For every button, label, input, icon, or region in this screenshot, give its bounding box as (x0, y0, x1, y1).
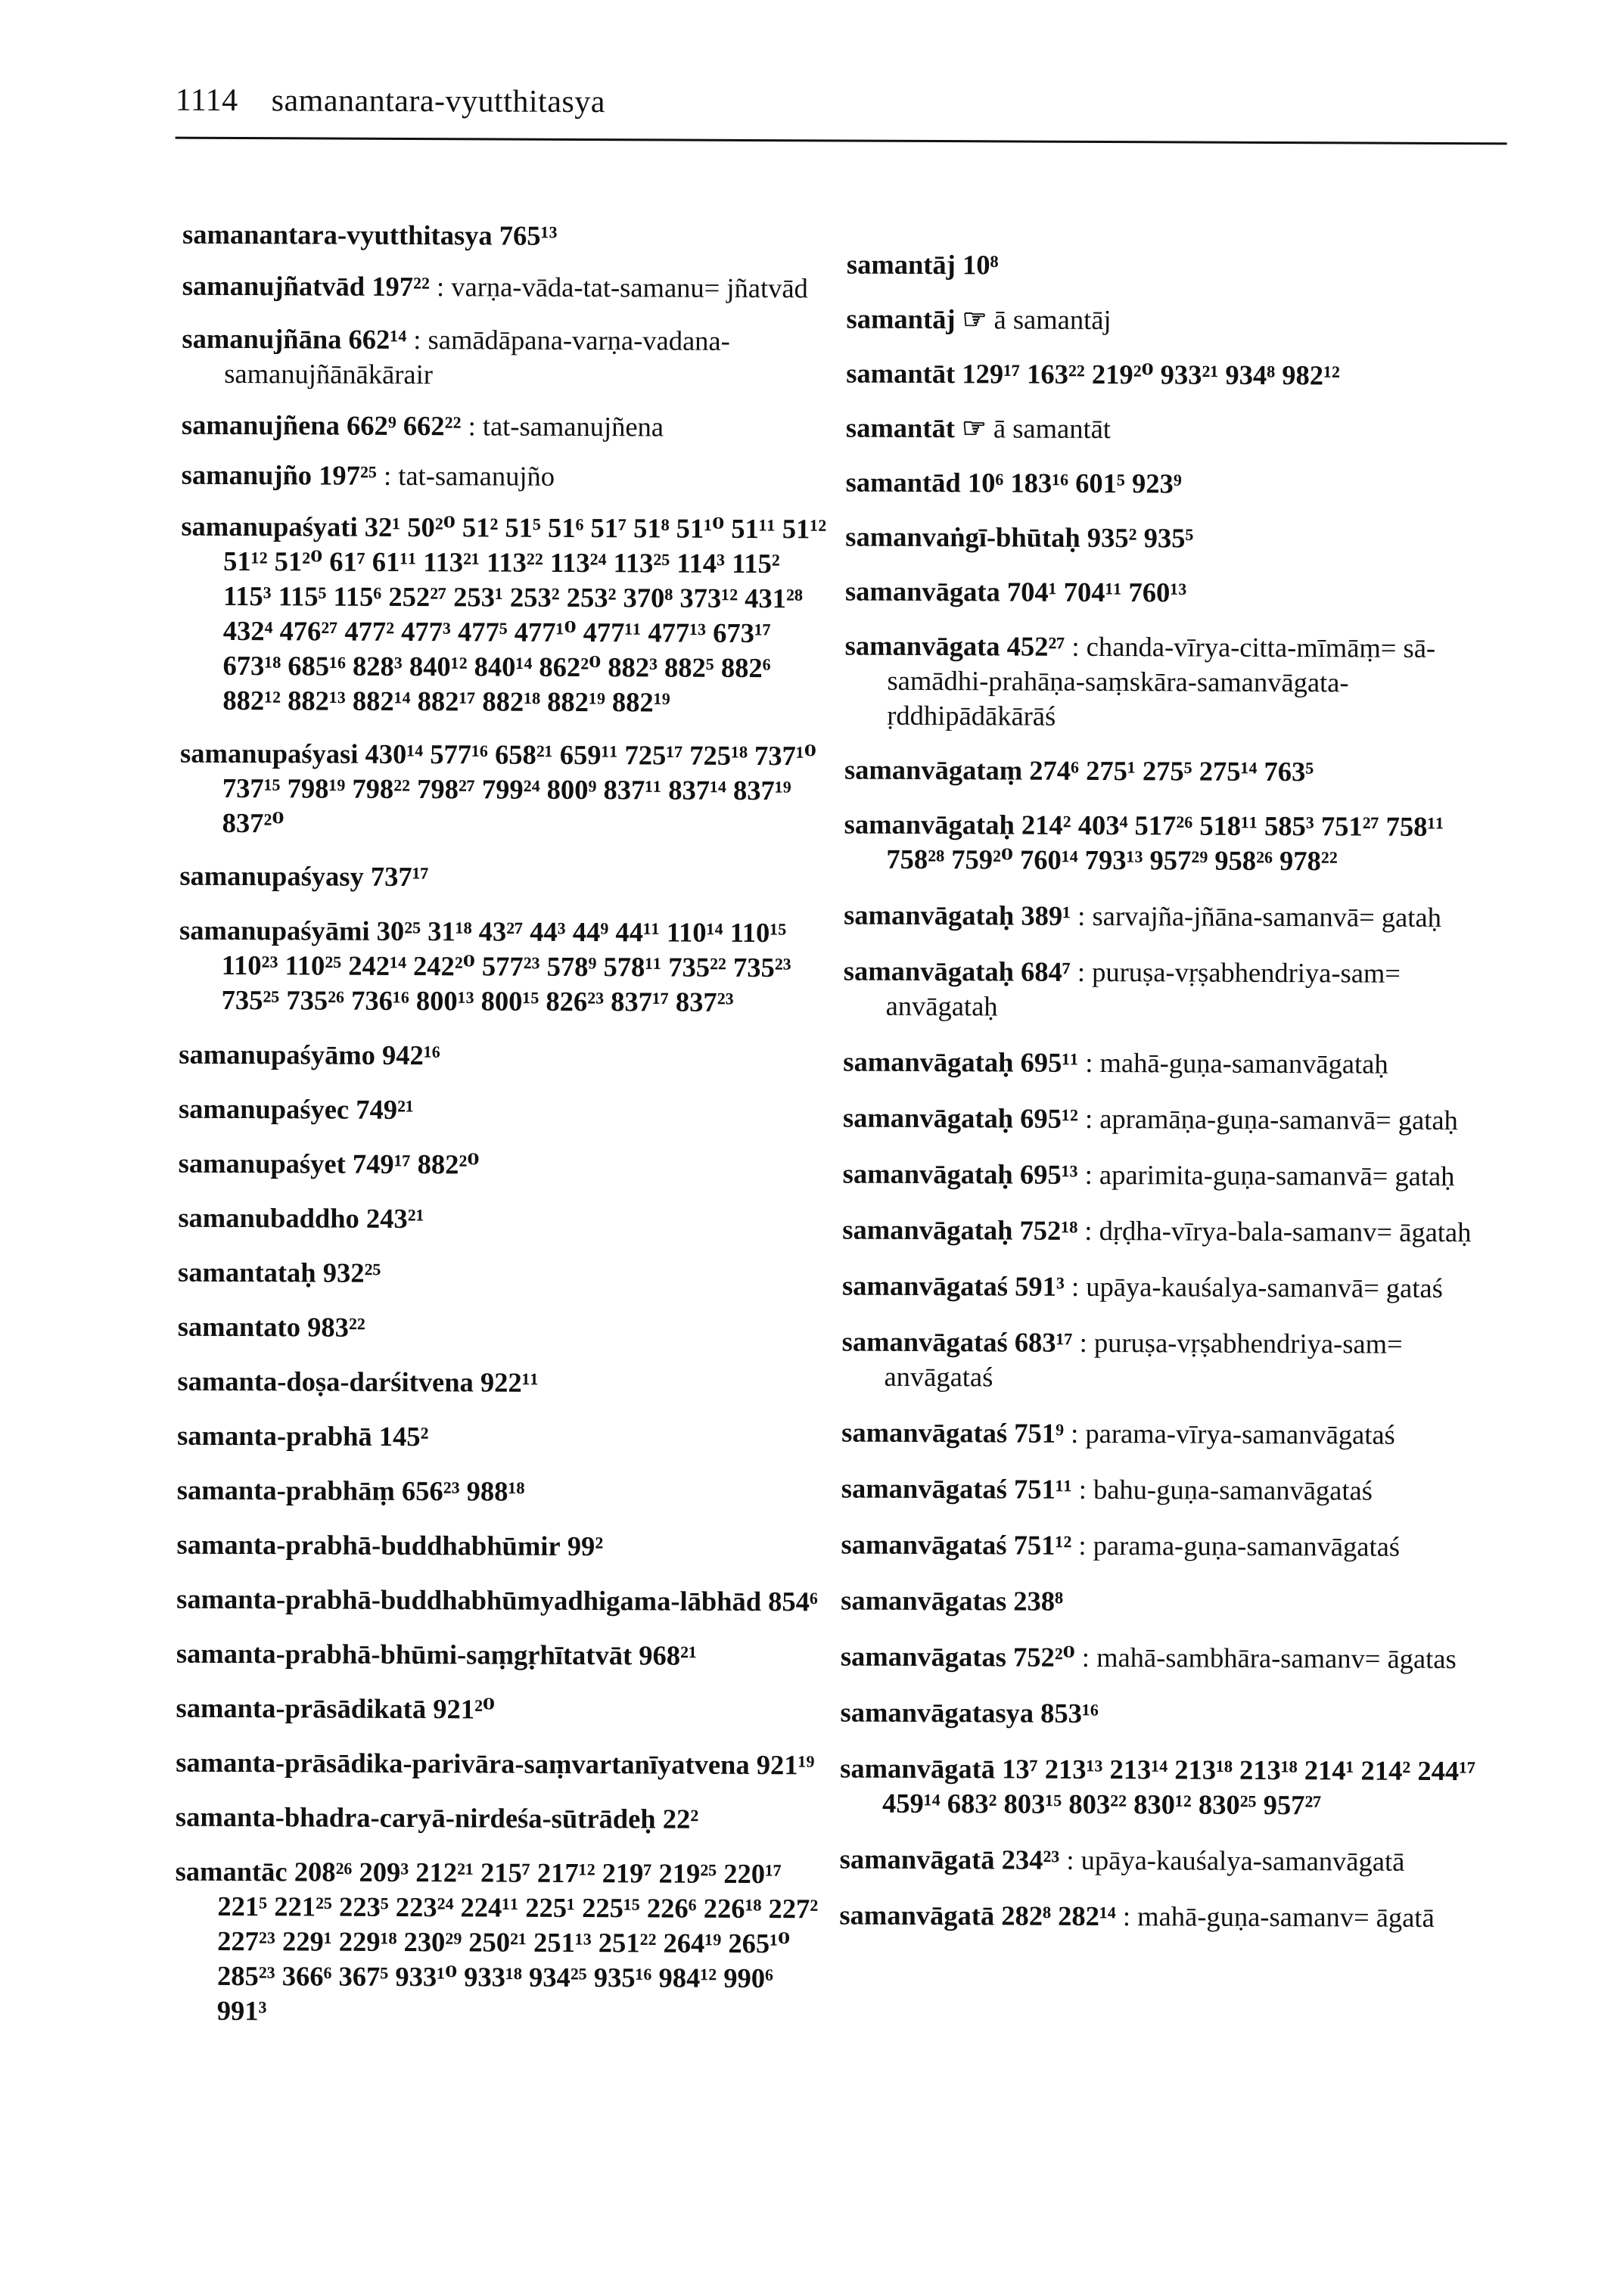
index-entry (844, 898, 1494, 936)
entry-references: 99² (567, 1530, 604, 1562)
entry-gloss: ā samantāt (993, 412, 1112, 445)
index-entry (175, 1854, 826, 2031)
entry-headword: samanupaśyasy (179, 859, 364, 892)
entry-references: 854⁶ (768, 1586, 818, 1617)
index-entry (841, 1325, 1492, 1397)
entry-gloss: : puruṣa-vṛṣabhendriya-sam= anvāgataś (884, 1326, 1403, 1393)
entry-references: 749²¹ (356, 1093, 415, 1126)
index-entry (177, 1418, 828, 1456)
index-entry (180, 736, 832, 844)
index-entry (840, 1842, 1491, 1880)
index-entry (846, 302, 1497, 340)
entry-references: 752¹⁸ (1019, 1214, 1078, 1246)
entry-headword: samanvāgataḥ (842, 1101, 1014, 1134)
entry-references: 765¹³ (499, 219, 558, 251)
index-entry (844, 629, 1496, 736)
entry-references: 282⁸ 282¹⁴ (1001, 1900, 1116, 1932)
index-entry (182, 458, 832, 496)
index-entry (846, 411, 1497, 449)
index-entry (182, 408, 832, 446)
index-entry (844, 753, 1495, 791)
index-entry (843, 1101, 1494, 1139)
index-entry (176, 1691, 826, 1729)
entry-references: 751¹² (1013, 1529, 1072, 1561)
entry-references: 683¹⁷ (1014, 1326, 1073, 1358)
entry-references: 591³ (1015, 1270, 1065, 1302)
index-entry (844, 807, 1494, 880)
entry-headword: samanta-prabhā-bhūmi-saṃgṛhītatvāt (176, 1637, 633, 1671)
entry-gloss: : parama-vīrya-samanvāgataś (1071, 1417, 1395, 1450)
entry-headword: samanvāgata (844, 629, 1000, 662)
entry-references: 208²⁶ 209³ 212²¹ 215⁷ 217¹² 219⁷ 219²⁵ 220¹⁷ 221⁵ 221²⁵ 223⁵ 223²⁴ 224¹¹ 225¹ 225¹⁵ 226⁶ 226¹⁸ 227² 227²³ 229¹ 229¹⁸ 230²⁹ 250²¹ 251¹³ 251²² 264¹⁹ 265¹⁰ 285²³ 366⁶ 367⁵ 933¹⁰ 933¹⁸ 934²⁵ 935¹⁶ 984¹² 990⁶ 991³ (216, 1856, 819, 2027)
running-head: samanantara-vyutthitasya (271, 83, 606, 120)
entry-headword: samantāj (846, 303, 956, 335)
entry-gloss: : varṇa-vāda-tat-samanu= jñatvād (436, 271, 808, 304)
entry-headword: samantataḥ (178, 1256, 316, 1288)
index-entry (841, 1583, 1491, 1621)
index-entry (180, 509, 832, 721)
entry-headword: samanubaddho (178, 1201, 359, 1234)
entry-headword: samanujño (181, 458, 312, 491)
entry-headword: samanvāgataṃ (844, 753, 1023, 786)
entry-headword: samanupaśyāmi (179, 914, 370, 946)
index-entry (841, 1639, 1491, 1677)
entry-references: 452²⁷ (1006, 630, 1065, 662)
index-entry (841, 1415, 1492, 1453)
entry-references: 752²⁰ (1012, 1641, 1075, 1673)
index-entry (179, 859, 830, 896)
index-entry (177, 1364, 828, 1402)
entry-headword: samanta-doṣa-darśitvena (177, 1365, 474, 1398)
index-entry (176, 1636, 827, 1674)
entry-headword: samanantara-vyutthitasya (182, 218, 493, 251)
entry-references: 983²² (307, 1311, 365, 1343)
entry-references: 129¹⁷ 163²² 219²⁰ 933²¹ 934⁸ 982¹² (962, 358, 1341, 391)
index-entry (179, 1037, 829, 1075)
entry-gloss: : tat-samanujño (383, 459, 555, 492)
entry-gloss: : tat-samanujñena (468, 410, 664, 443)
index-entry (176, 1582, 827, 1620)
index-entry (844, 954, 1494, 1027)
page-header (176, 82, 605, 120)
index-entry (179, 1092, 829, 1129)
index-entry (840, 1751, 1491, 1824)
index-entry (847, 247, 1497, 285)
index-entry (179, 913, 831, 1021)
entry-gloss: : samādāpana-varṇa-vadana-samanujñānākārair (224, 324, 730, 390)
entry-headword: samanupaśyet (178, 1147, 346, 1179)
entry-gloss: ā samantāj (993, 303, 1112, 336)
entry-references: 695¹³ (1019, 1158, 1078, 1190)
entry-references: 238⁸ (1013, 1585, 1064, 1617)
entry-references: 968²¹ (639, 1639, 698, 1671)
entry-gloss: : apramāṇa-guṇa-samanvā= gataḥ (1084, 1102, 1458, 1136)
index-entry (176, 1527, 827, 1565)
entry-references: 30²⁵ 31¹⁸ 43²⁷ 44³ 44⁹ 44¹¹ 110¹⁴ 110¹⁵ 110²³ 110²⁵ 242¹⁴ 242²⁰ 577²³ 578⁹ 578¹¹ 735²² 735²³ 735²⁵ 735²⁶ 736¹⁶ 800¹³ 800¹⁵ 826²³ 837¹⁷ 837²³ (221, 915, 791, 1018)
index-entry (178, 1201, 829, 1238)
entry-headword: samanvaṅgī-bhūtaḥ (845, 520, 1080, 553)
entry-headword: samanupaśyasi (179, 737, 359, 769)
entry-references: 13⁷ 213¹³ 213¹⁴ 213¹⁸ 213¹⁸ 214¹ 214² 244¹⁷ 459¹⁴ 683² 803¹⁵ 803²² 830¹² 830²⁵ 957²⁷ (881, 1753, 1476, 1821)
entry-headword: samanvāgata (844, 575, 1000, 607)
entry-references: 853¹⁶ (1040, 1697, 1099, 1729)
entry-gloss: : mahā-guṇa-samanvāgataḥ (1085, 1046, 1388, 1080)
index-entry (842, 1213, 1493, 1251)
entry-headword: samanvāgataś (841, 1269, 1009, 1302)
index-entry (846, 356, 1497, 394)
index-entry (182, 217, 833, 255)
entry-references: 197²² (372, 270, 431, 303)
entry-headword: samanvāgataḥ (843, 1045, 1014, 1078)
entry-headword: samanvāgatas (840, 1640, 1007, 1673)
entry-references: 32¹ 50²⁰ 51² 51⁵ 51⁶ 51⁷ 51⁸ 51¹⁰ 51¹¹ 51¹² 51¹² 51²⁰ 61⁷ 61¹¹ 113²¹ 113²² 113²⁴ 113²⁵ 114³ 115² 115³ 115⁵ 115⁶ 252²⁷ 253¹ 253² 253² 370⁸ 373¹² 431²⁸ 432⁴ 476²⁷ 477² 477³ 477⁵ 477¹⁰ 477¹¹ 477¹³ 673¹⁷ 673¹⁸ 685¹⁶ 828³ 840¹² 840¹⁴ 862²⁰ 882³ 882⁵ 882⁶ 882¹² 882¹³ 882¹⁴ 882¹⁷ 882¹⁸ 882¹⁹ 882¹⁹ (222, 511, 827, 718)
entry-references: 430¹⁴ 577¹⁶ 658²¹ 659¹¹ 725¹⁷ 725¹⁸ 737¹⁰ 737¹⁵ 798¹⁹ 798²² 798²⁷ 799²⁴ 800⁹ 837¹¹ 837¹⁴ 837¹⁹ 837²⁰ (222, 738, 816, 839)
entry-headword: samantāj (846, 248, 956, 281)
entry-headword: samanvāgatas (841, 1584, 1007, 1617)
entry-references: 656²³ 988¹⁸ (401, 1474, 525, 1507)
entry-headword: samantāt (846, 357, 956, 390)
entry-gloss: : dṛḍha-vīrya-bala-samanv= āgataḥ (1084, 1214, 1472, 1248)
entry-headword: samanvāgatā (839, 1843, 995, 1875)
entry-headword: samantād (845, 466, 961, 499)
entry-headword: samanupaśyati (181, 510, 358, 542)
index-entry (846, 465, 1497, 503)
index-entry (176, 1745, 826, 1783)
entry-headword: samanta-prabhā (177, 1419, 372, 1452)
entry-references: 922¹¹ (480, 1366, 539, 1398)
entry-references: 22² (662, 1803, 699, 1835)
entry-references: 243²¹ (365, 1202, 424, 1235)
entry-references: 389¹ (1021, 899, 1071, 931)
entry-gloss: : bahu-guṇa-samanvāgataś (1078, 1473, 1373, 1506)
entry-references: 751⁹ (1014, 1417, 1065, 1449)
index-entry (177, 1473, 828, 1511)
entry-gloss: : parama-guṇa-samanvāgataś (1078, 1529, 1401, 1562)
entry-references: 921²⁰ (433, 1693, 496, 1725)
entry-gloss: : aparimita-guṇa-samanvā= gataḥ (1084, 1158, 1455, 1192)
entry-headword: samanvāgataḥ (844, 899, 1015, 931)
entry-references: ☞ (961, 412, 987, 444)
entry-headword: samanta-prāsādika-parivāra-saṃvartanīyatvena (176, 1746, 750, 1780)
entry-references: 749¹⁷ 882²⁰ (352, 1148, 480, 1180)
entry-headword: samanvāgataś (841, 1528, 1007, 1561)
index-entry (843, 1045, 1494, 1083)
entry-references: 684⁷ (1020, 955, 1071, 987)
index-entry (842, 1269, 1493, 1306)
entry-headword: samanupaśyec (178, 1092, 350, 1125)
entry-headword: samanujñāna (182, 322, 342, 355)
entry-headword: samanujñatvād (182, 269, 365, 302)
entry-headword: samanvāgataḥ (842, 1213, 1013, 1246)
entry-references: 10⁸ (962, 249, 999, 281)
entry-references: 197²⁵ (319, 459, 377, 491)
entry-references: ☞ (962, 303, 987, 335)
entry-references: 662⁹ 662²² (346, 409, 462, 442)
index-entry (845, 520, 1496, 558)
right-column (839, 220, 1497, 1936)
entry-headword: samanupaśyāmo (179, 1038, 376, 1070)
index-entry (843, 1157, 1494, 1195)
entry-headword: samanta-prabhā-buddhabhūmyadhigama-lābhād (176, 1583, 762, 1617)
entry-headword: samantāt (845, 412, 956, 444)
entry-references: 942¹⁶ (382, 1039, 440, 1071)
entry-headword: samanvāgatā (840, 1752, 996, 1785)
header-rule (176, 137, 1507, 145)
index-entry (178, 1255, 829, 1293)
entry-references: 704¹ 704¹¹ 760¹³ (1006, 576, 1187, 608)
entry-headword: samanvāgataḥ (842, 1157, 1013, 1190)
index-entry (845, 574, 1496, 612)
entry-headword: samanvāgatasya (840, 1696, 1034, 1729)
left-column (175, 217, 833, 2031)
index-entry (839, 1898, 1490, 1936)
entry-headword: samantāc (175, 1855, 288, 1887)
entry-gloss: : upāya-kauśalya-samanvā= gataś (1071, 1270, 1443, 1303)
entry-headword: samanvāgataḥ (844, 808, 1015, 840)
entry-references: 214² 403⁴ 517²⁶ 518¹¹ 585³ 751²⁷ 758¹¹ 758²⁸ 759²⁰ 760¹⁴ 793¹³ 957²⁹ 958²⁶ 978²² (886, 809, 1444, 877)
index-entry (179, 1146, 829, 1184)
entry-gloss: : sarvajña-jñāna-samanvā= gataḥ (1077, 899, 1441, 933)
entry-references: 932²⁵ (322, 1257, 381, 1288)
entry-gloss: : mahā-guṇa-samanv= āgatā (1122, 1900, 1435, 1933)
index-entry (176, 1800, 826, 1838)
entry-headword: samanvāgataḥ (843, 955, 1015, 987)
entry-references: 234²³ (1001, 1844, 1060, 1875)
index-entry (182, 269, 833, 306)
entry-gloss: : chanda-vīrya-citta-mīmāṃ= sā-samādhi-prahāṇa-saṃskāra-samanvāgata-ṛddhipādākārāś (887, 630, 1436, 732)
entry-headword: samanta-bhadra-caryā-nirdeśa-sūtrādeḥ (175, 1800, 656, 1835)
index-entry (178, 1310, 829, 1347)
entry-headword: samanvāgatā (839, 1899, 995, 1931)
entry-references: 145² (378, 1420, 429, 1452)
entry-headword: samanta-prabhā-buddhabhūmir (176, 1528, 561, 1561)
entry-headword: samanta-prāsādikatā (176, 1692, 427, 1725)
index-entry (182, 322, 832, 394)
entry-references: 737¹⁷ (370, 860, 429, 893)
entry-headword: samanvāgataś (841, 1472, 1007, 1505)
entry-references: 695¹² (1020, 1102, 1078, 1134)
entry-references: 695¹¹ (1020, 1046, 1079, 1078)
entry-gloss: : puruṣa-vṛṣabhendriya-sam= anvāgataḥ (885, 955, 1401, 1022)
entry-headword: samanujñena (181, 409, 340, 441)
entry-headword: samanta-prabhāṃ (176, 1474, 395, 1506)
page-number: 1114 (175, 82, 238, 119)
index-entry (841, 1471, 1492, 1509)
entry-headword: samanvāgataś (841, 1325, 1008, 1358)
entry-headword: samanvāgataś (841, 1416, 1008, 1449)
entry-references: 10⁶ 183¹⁶ 601⁵ 923⁹ (967, 467, 1182, 499)
entry-references: 751¹¹ (1013, 1473, 1072, 1505)
entry-gloss: : mahā-sambhāra-samanv= āgatas (1081, 1641, 1457, 1675)
entry-references: 921¹⁹ (756, 1749, 815, 1781)
entry-references: 662¹⁴ (348, 323, 407, 355)
entry-headword: samantato (177, 1310, 301, 1343)
index-entry (840, 1695, 1491, 1733)
entry-gloss: : upāya-kauśalya-samanvāgatā (1066, 1844, 1405, 1877)
index-entry (841, 1527, 1491, 1565)
entry-references: 935² 935⁵ (1087, 521, 1194, 554)
entry-references: 274⁶ 275¹ 275⁵ 275¹⁴ 763⁵ (1029, 754, 1314, 788)
